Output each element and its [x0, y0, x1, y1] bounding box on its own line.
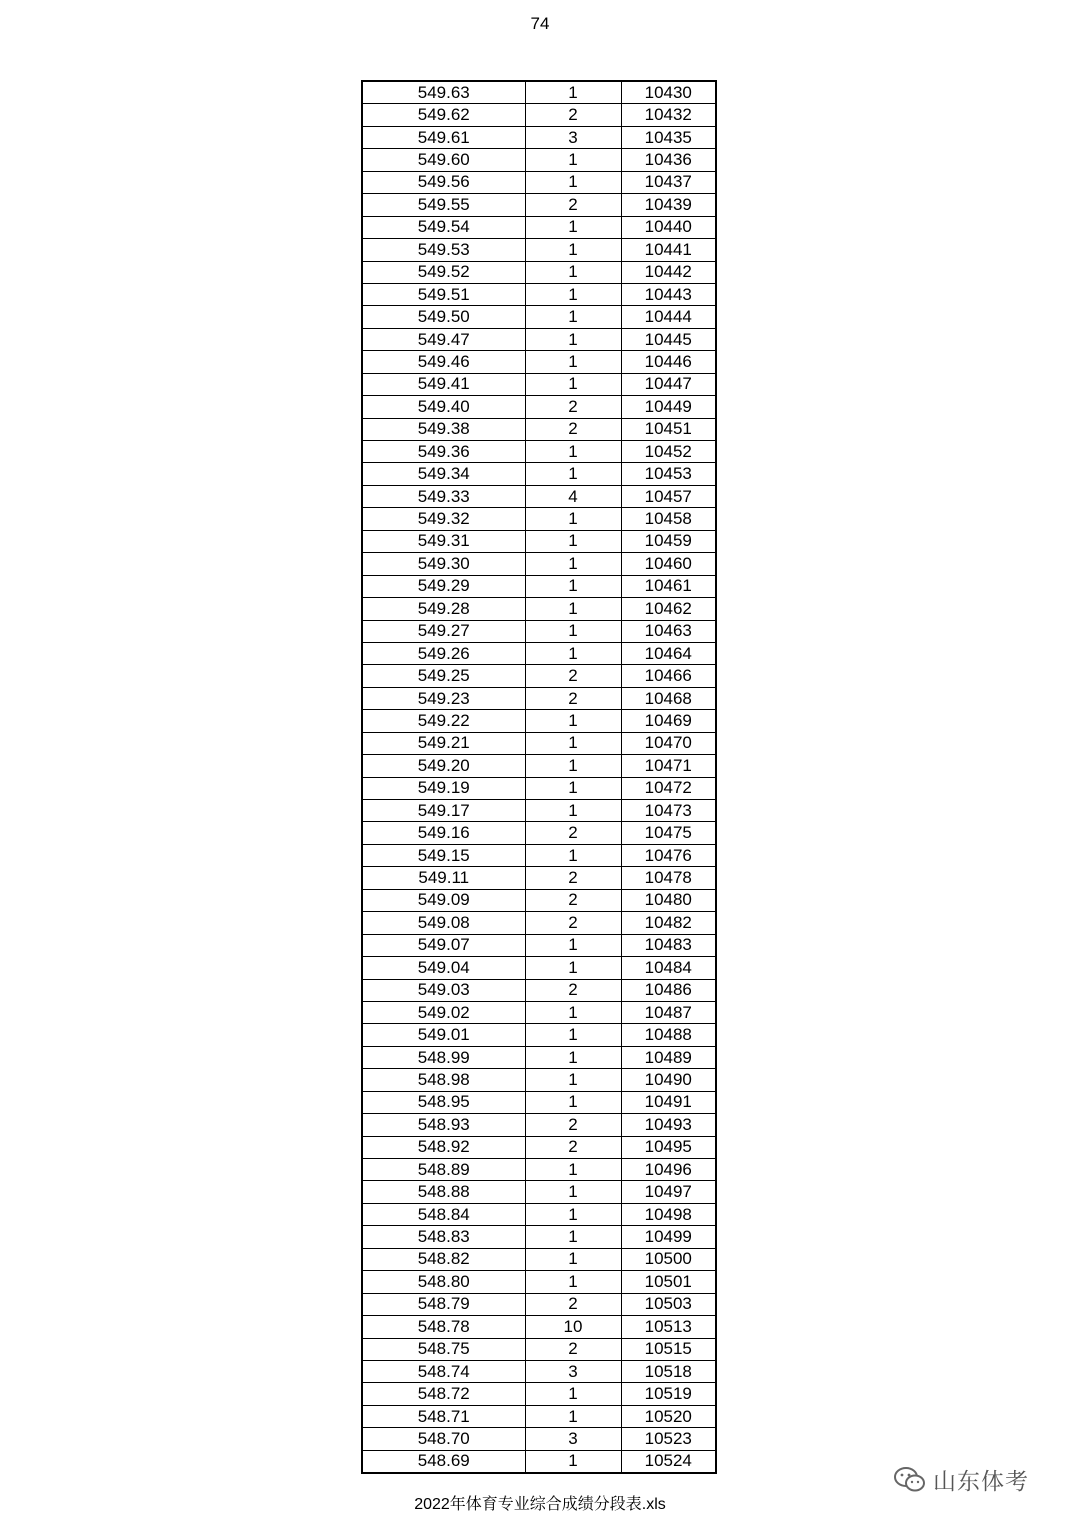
table-row: [362, 216, 716, 238]
cumulative-cell: 10461: [621, 575, 716, 597]
cumulative-cell: 10445: [621, 328, 716, 350]
score-cell: 548.98: [362, 1069, 525, 1091]
score-cell: 549.52: [362, 261, 525, 283]
score-cell: 549.50: [362, 306, 525, 328]
score-cell: 548.80: [362, 1271, 525, 1293]
cumulative-cell: 10483: [621, 934, 716, 956]
score-cell: 548.88: [362, 1181, 525, 1203]
score-cell: 549.15: [362, 844, 525, 866]
cumulative-cell: 10497: [621, 1181, 716, 1203]
score-cell: 549.03: [362, 979, 525, 1001]
score-cell: 548.92: [362, 1136, 525, 1158]
count-cell: 1: [525, 328, 621, 350]
count-cell: 1: [525, 800, 621, 822]
score-cell: 549.51: [362, 283, 525, 305]
cumulative-cell: 10430: [621, 81, 716, 104]
score-cell: 548.71: [362, 1405, 525, 1427]
count-cell: 1: [525, 81, 621, 104]
score-cell: 549.20: [362, 755, 525, 777]
cumulative-cell: 10523: [621, 1428, 716, 1450]
count-cell: 1: [525, 777, 621, 799]
count-cell: 1: [525, 598, 621, 620]
score-cell: 549.08: [362, 912, 525, 934]
count-cell: 1: [525, 934, 621, 956]
table-row: [362, 822, 716, 844]
count-cell: 1: [525, 553, 621, 575]
table-body: [362, 81, 716, 1473]
count-cell: 2: [525, 889, 621, 911]
count-cell: 2: [525, 822, 621, 844]
count-cell: 1: [525, 957, 621, 979]
count-cell: 1: [525, 373, 621, 395]
count-cell: 1: [525, 1405, 621, 1427]
table-row: [362, 755, 716, 777]
score-cell: 548.69: [362, 1450, 525, 1473]
table-row: [362, 777, 716, 799]
count-cell: 1: [525, 755, 621, 777]
count-cell: 1: [525, 463, 621, 485]
table-row: [362, 351, 716, 373]
table-row: [362, 1316, 716, 1338]
count-cell: 1: [525, 508, 621, 530]
cumulative-cell: 10439: [621, 194, 716, 216]
count-cell: 10: [525, 1316, 621, 1338]
count-cell: 1: [525, 710, 621, 732]
score-cell: 549.56: [362, 171, 525, 193]
count-cell: 3: [525, 1428, 621, 1450]
footer-title: 2022年体育专业综合成绩分段表.xls: [414, 1496, 666, 1513]
cumulative-cell: 10442: [621, 261, 716, 283]
score-cell: 549.28: [362, 598, 525, 620]
count-cell: 1: [525, 306, 621, 328]
table-row: [362, 530, 716, 552]
score-cell: 549.26: [362, 642, 525, 664]
cumulative-cell: 10491: [621, 1091, 716, 1113]
cumulative-cell: 10476: [621, 844, 716, 866]
table-row: [362, 149, 716, 171]
cumulative-cell: 10462: [621, 598, 716, 620]
count-cell: 2: [525, 104, 621, 126]
count-cell: 2: [525, 912, 621, 934]
score-cell: 549.55: [362, 194, 525, 216]
cumulative-cell: 10518: [621, 1360, 716, 1382]
score-cell: 549.31: [362, 530, 525, 552]
score-cell: 548.83: [362, 1226, 525, 1248]
table-row: [362, 1114, 716, 1136]
table-row: [362, 104, 716, 126]
cumulative-cell: 10435: [621, 126, 716, 148]
count-cell: 1: [525, 1046, 621, 1068]
cumulative-cell: 10519: [621, 1383, 716, 1405]
table-row: [362, 665, 716, 687]
table-row: [362, 1405, 716, 1427]
table-row: [362, 261, 716, 283]
cumulative-cell: 10493: [621, 1114, 716, 1136]
score-cell: 549.32: [362, 508, 525, 530]
table-row: [362, 800, 716, 822]
count-cell: 3: [525, 126, 621, 148]
table-row: [362, 1383, 716, 1405]
score-cell: 549.34: [362, 463, 525, 485]
score-cell: 549.27: [362, 620, 525, 642]
cumulative-cell: 10463: [621, 620, 716, 642]
cumulative-cell: 10446: [621, 351, 716, 373]
table-row: [362, 844, 716, 866]
table-row: [362, 396, 716, 418]
count-cell: 2: [525, 1136, 621, 1158]
table-row: [362, 1181, 716, 1203]
cumulative-cell: 10458: [621, 508, 716, 530]
score-cell: 549.46: [362, 351, 525, 373]
count-cell: 1: [525, 261, 621, 283]
cumulative-cell: 10449: [621, 396, 716, 418]
count-cell: 3: [525, 1360, 621, 1382]
count-cell: 1: [525, 1271, 621, 1293]
table-row: [362, 1293, 716, 1315]
score-cell: 549.21: [362, 732, 525, 754]
cumulative-cell: 10482: [621, 912, 716, 934]
cumulative-cell: 10500: [621, 1248, 716, 1270]
cumulative-cell: 10486: [621, 979, 716, 1001]
cumulative-cell: 10495: [621, 1136, 716, 1158]
count-cell: 1: [525, 1248, 621, 1270]
watermark-text: 山东体考: [933, 1469, 1029, 1495]
table-row: [362, 373, 716, 395]
cumulative-cell: 10443: [621, 283, 716, 305]
cumulative-cell: 10452: [621, 441, 716, 463]
count-cell: 1: [525, 441, 621, 463]
count-cell: 2: [525, 665, 621, 687]
score-distribution-table: [361, 80, 717, 1474]
score-cell: 549.09: [362, 889, 525, 911]
score-cell: 549.30: [362, 553, 525, 575]
count-cell: 1: [525, 351, 621, 373]
count-cell: 1: [525, 1159, 621, 1181]
score-cell: 548.74: [362, 1360, 525, 1382]
score-cell: 549.23: [362, 687, 525, 709]
cumulative-cell: 10472: [621, 777, 716, 799]
table-row: [362, 642, 716, 664]
table-row: [362, 1024, 716, 1046]
count-cell: 1: [525, 239, 621, 261]
score-cell: 549.01: [362, 1024, 525, 1046]
cumulative-cell: 10480: [621, 889, 716, 911]
score-cell: 549.60: [362, 149, 525, 171]
table-row: [362, 889, 716, 911]
cumulative-cell: 10470: [621, 732, 716, 754]
score-cell: 549.19: [362, 777, 525, 799]
table-row: [362, 934, 716, 956]
table-row: [362, 418, 716, 440]
count-cell: 4: [525, 485, 621, 507]
count-cell: 1: [525, 1001, 621, 1023]
score-cell: 549.29: [362, 575, 525, 597]
score-cell: 548.93: [362, 1114, 525, 1136]
count-cell: 1: [525, 732, 621, 754]
count-cell: 1: [525, 1450, 621, 1473]
score-cell: 548.70: [362, 1428, 525, 1450]
score-cell: 549.33: [362, 485, 525, 507]
cumulative-cell: 10453: [621, 463, 716, 485]
cumulative-cell: 10432: [621, 104, 716, 126]
table-row: [362, 1046, 716, 1068]
cumulative-cell: 10524: [621, 1450, 716, 1473]
cumulative-cell: 10475: [621, 822, 716, 844]
count-cell: 1: [525, 1226, 621, 1248]
wechat-icon: [893, 1466, 927, 1494]
count-cell: 1: [525, 530, 621, 552]
cumulative-cell: 10468: [621, 687, 716, 709]
table-row: [362, 553, 716, 575]
score-cell: 549.02: [362, 1001, 525, 1023]
count-cell: 2: [525, 1114, 621, 1136]
count-cell: 1: [525, 1181, 621, 1203]
count-cell: 1: [525, 575, 621, 597]
score-cell: 549.22: [362, 710, 525, 732]
cumulative-cell: 10490: [621, 1069, 716, 1091]
cumulative-cell: 10469: [621, 710, 716, 732]
score-cell: 548.95: [362, 1091, 525, 1113]
table-row: [362, 1069, 716, 1091]
count-cell: 1: [525, 149, 621, 171]
table-row: [362, 1450, 716, 1473]
cumulative-cell: 10437: [621, 171, 716, 193]
cumulative-cell: 10487: [621, 1001, 716, 1023]
table-row: [362, 485, 716, 507]
cumulative-cell: 10460: [621, 553, 716, 575]
cumulative-cell: 10488: [621, 1024, 716, 1046]
cumulative-cell: 10444: [621, 306, 716, 328]
count-cell: 1: [525, 844, 621, 866]
score-cell: 548.72: [362, 1383, 525, 1405]
count-cell: 1: [525, 1069, 621, 1091]
cumulative-cell: 10513: [621, 1316, 716, 1338]
table-row: [362, 575, 716, 597]
score-cell: 549.54: [362, 216, 525, 238]
cumulative-cell: 10478: [621, 867, 716, 889]
count-cell: 2: [525, 867, 621, 889]
table-row: [362, 1136, 716, 1158]
page-number: 74: [530, 14, 550, 33]
table-row: [362, 126, 716, 148]
table-row: [362, 912, 716, 934]
count-cell: 1: [525, 216, 621, 238]
cumulative-cell: 10471: [621, 755, 716, 777]
count-cell: 1: [525, 642, 621, 664]
score-cell: 549.61: [362, 126, 525, 148]
table-row: [362, 1159, 716, 1181]
cumulative-cell: 10457: [621, 485, 716, 507]
score-cell: 549.07: [362, 934, 525, 956]
count-cell: 2: [525, 418, 621, 440]
table-row: [362, 1338, 716, 1360]
table-row: [362, 239, 716, 261]
cumulative-cell: 10473: [621, 800, 716, 822]
count-cell: 1: [525, 1203, 621, 1225]
score-cell: 548.78: [362, 1316, 525, 1338]
cumulative-cell: 10520: [621, 1405, 716, 1427]
score-cell: 549.04: [362, 957, 525, 979]
count-cell: 2: [525, 687, 621, 709]
table-row: [362, 328, 716, 350]
table-row: [362, 508, 716, 530]
cumulative-cell: 10466: [621, 665, 716, 687]
table-row: [362, 1203, 716, 1225]
score-cell: 548.75: [362, 1338, 525, 1360]
count-cell: 2: [525, 194, 621, 216]
table-row: [362, 1091, 716, 1113]
count-cell: 1: [525, 171, 621, 193]
table-row: [362, 306, 716, 328]
cumulative-cell: 10459: [621, 530, 716, 552]
table-row: [362, 194, 716, 216]
score-cell: 549.38: [362, 418, 525, 440]
table-row: [362, 463, 716, 485]
score-cell: 548.84: [362, 1203, 525, 1225]
cumulative-cell: 10503: [621, 1293, 716, 1315]
score-cell: 549.62: [362, 104, 525, 126]
count-cell: 1: [525, 1091, 621, 1113]
count-cell: 1: [525, 620, 621, 642]
cumulative-cell: 10451: [621, 418, 716, 440]
table-row: [362, 441, 716, 463]
count-cell: 2: [525, 396, 621, 418]
table-row: [362, 867, 716, 889]
table-row: [362, 171, 716, 193]
table-row: [362, 1271, 716, 1293]
cumulative-cell: 10515: [621, 1338, 716, 1360]
table-row: [362, 1428, 716, 1450]
table-row: [362, 81, 716, 104]
score-cell: 549.17: [362, 800, 525, 822]
table-row: [362, 1360, 716, 1382]
score-cell: 548.82: [362, 1248, 525, 1270]
table-row: [362, 687, 716, 709]
cumulative-cell: 10447: [621, 373, 716, 395]
count-cell: 2: [525, 1293, 621, 1315]
cumulative-cell: 10464: [621, 642, 716, 664]
score-cell: 549.47: [362, 328, 525, 350]
cumulative-cell: 10440: [621, 216, 716, 238]
cumulative-cell: 10489: [621, 1046, 716, 1068]
cumulative-cell: 10436: [621, 149, 716, 171]
score-cell: 549.63: [362, 81, 525, 104]
score-cell: 549.41: [362, 373, 525, 395]
cumulative-cell: 10496: [621, 1159, 716, 1181]
score-cell: 548.99: [362, 1046, 525, 1068]
score-cell: 549.40: [362, 396, 525, 418]
score-cell: 549.36: [362, 441, 525, 463]
table-row: [362, 732, 716, 754]
score-cell: 548.89: [362, 1159, 525, 1181]
table-row: [362, 1248, 716, 1270]
cumulative-cell: 10498: [621, 1203, 716, 1225]
table-row: [362, 283, 716, 305]
score-cell: 549.53: [362, 239, 525, 261]
table-row: [362, 598, 716, 620]
table-row: [362, 1001, 716, 1023]
count-cell: 1: [525, 1383, 621, 1405]
score-cell: 549.16: [362, 822, 525, 844]
count-cell: 1: [525, 283, 621, 305]
score-cell: 549.11: [362, 867, 525, 889]
table-row: [362, 710, 716, 732]
table-row: [362, 1226, 716, 1248]
table-row: [362, 979, 716, 1001]
cumulative-cell: 10441: [621, 239, 716, 261]
score-cell: 548.79: [362, 1293, 525, 1315]
cumulative-cell: 10484: [621, 957, 716, 979]
table-row: [362, 957, 716, 979]
cumulative-cell: 10499: [621, 1226, 716, 1248]
table-row: [362, 620, 716, 642]
cumulative-cell: 10501: [621, 1271, 716, 1293]
score-cell: 549.25: [362, 665, 525, 687]
count-cell: 2: [525, 979, 621, 1001]
count-cell: 1: [525, 1024, 621, 1046]
count-cell: 2: [525, 1338, 621, 1360]
